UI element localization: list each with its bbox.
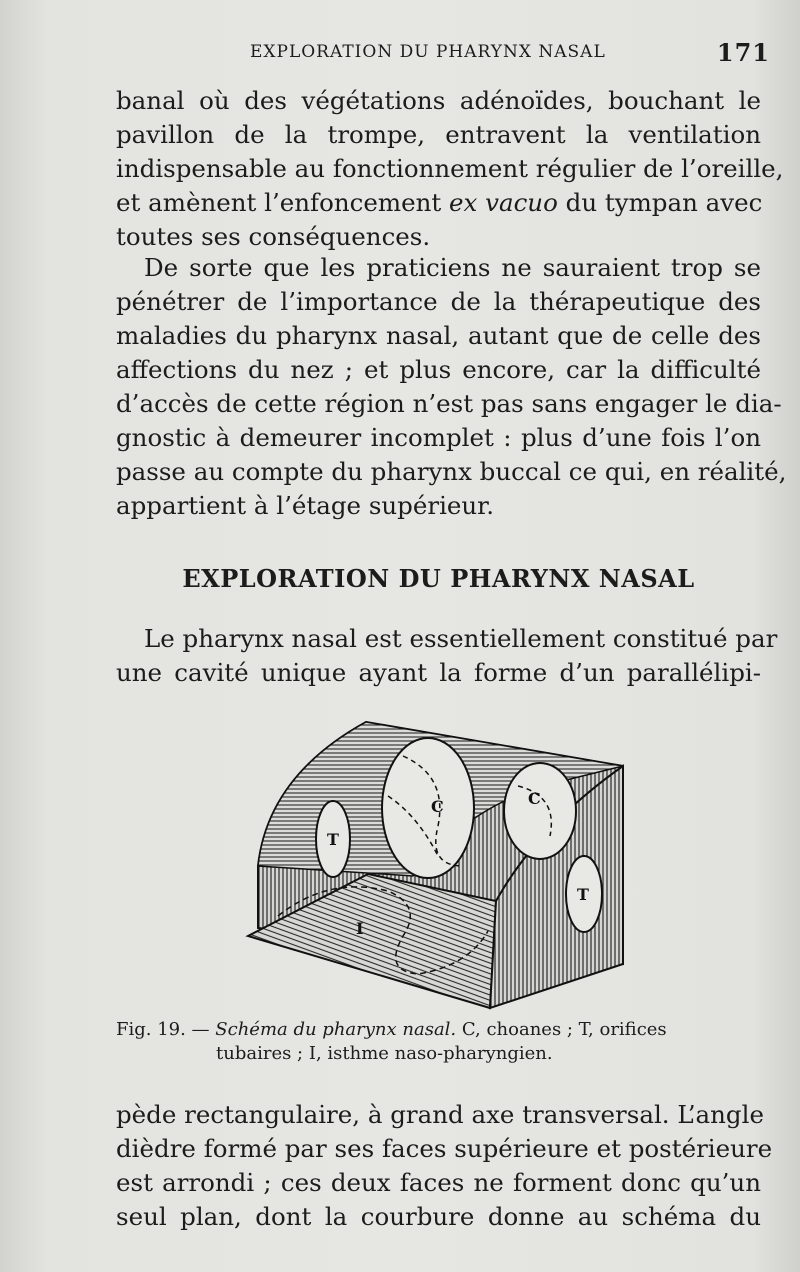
text-line: appartient à l’étage supérieur. [116, 491, 494, 520]
text-line: une cavité unique ayant la forme d’un parallélipi- [116, 658, 761, 687]
pharynx-schema-figure [238, 716, 628, 1016]
text-line: affections du nez ; et plus encore, car la difficulté [116, 355, 761, 384]
caption-text: C, choanes ; T, orifices [456, 1019, 667, 1040]
choana-right [504, 763, 576, 859]
figure-caption [116, 1018, 761, 1066]
text-line: Le pharynx nasal est essentiellement constitué par [144, 624, 778, 653]
text-line: indispensable au fonctionnement régulier de l’oreille, [116, 154, 784, 183]
choana-left [382, 738, 474, 878]
text-line: banal où des végétations adénoïdes, bouchant le [116, 86, 761, 115]
section-title: EXPLORATION DU PHARYNX NASAL [182, 564, 695, 593]
paragraph-4 [116, 1098, 773, 1234]
text-line: passe au compte du pharynx buccal ce qui, en réalité, [116, 457, 787, 486]
italic-term: ex vacuo [449, 188, 558, 217]
text-line [116, 186, 761, 220]
text-line: est arrondi ; ces deux faces ne forment donc qu’un [116, 1168, 761, 1197]
paragraph-1 [116, 84, 784, 254]
text-line: pavillon de la trompe, entravent la ventilation [116, 120, 761, 149]
text-line: seul plan, dont la courbure donne au schéma du [116, 1202, 761, 1231]
label-c-right: C [528, 789, 541, 808]
caption-line [116, 1018, 761, 1042]
text-line: maladies du pharynx nasal, autant que de celle des [116, 321, 761, 350]
text-line: toutes ses conséquences. [116, 222, 431, 251]
caption-line: tubaires ; I, isthme naso-pharyngien. [216, 1043, 553, 1064]
label-c-left: C [431, 797, 444, 816]
text-line: pède rectangulaire, à grand axe transversal. L’angle [116, 1100, 764, 1129]
text-line: pénétrer de l’importance de la thérapeutique des [116, 287, 761, 316]
label-t-left: T [327, 830, 339, 849]
text-run: du tympan avec [557, 188, 763, 217]
paragraph-3 [116, 622, 778, 690]
paragraph-2 [116, 251, 787, 523]
text-line: De sorte que les praticiens ne sauraient trop se [144, 253, 761, 282]
text-line: gnostic à demeurer incomplet : plus d’une fois l’on [116, 423, 761, 452]
text-line: dièdre formé par ses faces supérieure et postérieure [116, 1134, 773, 1163]
caption-title: Schéma du pharynx nasal. [215, 1019, 457, 1040]
text-run: et amènent l’enfoncement [116, 188, 450, 217]
page-number: 171 [716, 38, 770, 67]
figure-number: Fig. 19. — [116, 1019, 216, 1040]
running-title: EXPLORATION DU PHARYNX NASAL [250, 42, 606, 62]
label-i: I [356, 919, 364, 938]
text-line: d’accès de cette région n’est pas sans engager le dia- [116, 389, 782, 418]
label-t-right: T [577, 885, 589, 904]
